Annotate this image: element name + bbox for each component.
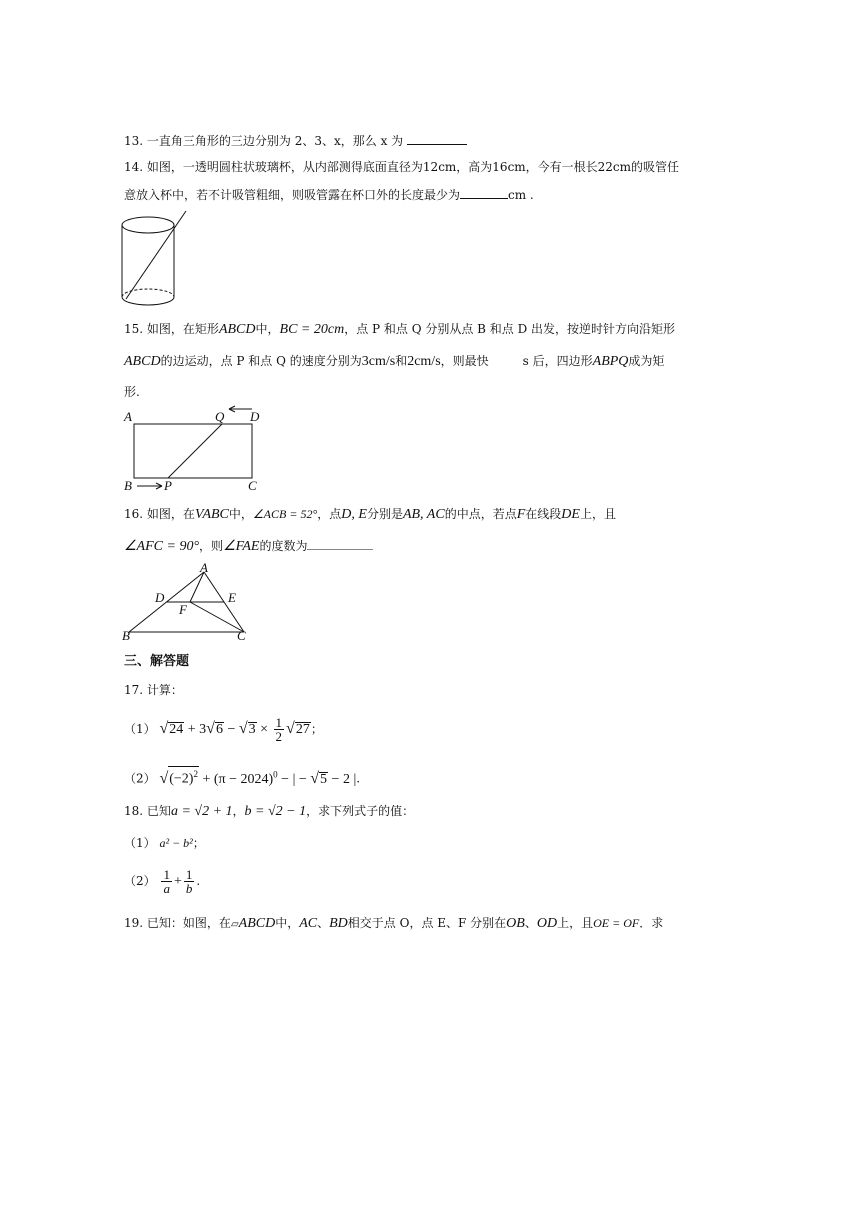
math-text: D, E [341,507,367,522]
punctuation: . [356,771,361,786]
question-text: 和 [395,354,408,368]
question-text: 的中点，若点 [444,507,517,521]
question-16-line-1 [124,506,616,523]
label-c: C [237,628,246,643]
part-label: （2） [124,771,156,786]
question-number: 14. [124,160,144,174]
question-text: 中， [255,322,280,336]
rectangle-figure [122,404,272,492]
question-text: 上，且 [557,916,594,930]
answer-blank [307,537,373,550]
section-heading: 三、解答题 [124,654,190,669]
part-label: （1） [124,836,156,850]
question-number: 15. [124,322,144,336]
math-text: BC = 20cm [279,322,345,337]
unit-text: cm . [508,188,534,202]
question-text: 中， [228,507,253,521]
question-text: ．求 [639,916,664,930]
question-15-line-1 [124,321,675,338]
question-text: 、 [524,916,537,930]
punctuation: ； [192,836,205,850]
question-text: 成为矩 [628,354,665,368]
label-q: Q [215,409,225,424]
math-text: ABCD [124,354,161,369]
question-number: 18. [124,804,144,818]
question-17 [124,682,183,698]
expression-17-2: $√(-2)^2 + (\pi - 2024)^0$ − | − √5 − 2 | [159,772,356,787]
math-text: ABPQ [592,354,629,369]
math-text: 3cm/s [361,354,396,369]
answer-blank [407,132,467,145]
question-text: 中， [275,916,300,930]
math-text: ∠ACB = 52° [252,507,318,521]
question-text: ，则 [199,539,224,553]
math-text: AB, AC [402,507,445,522]
label-d: D [250,409,260,424]
math-text: BD [329,916,348,931]
question-text: s 后，四边形 [522,354,593,368]
math-text: a² − b² [159,836,193,850]
question-text: 计算： [146,683,183,697]
question-number: 13. [124,134,144,148]
question-text: 相交于点 O，点 E、F 分别在 [347,916,507,930]
part-label: （2） [124,874,156,888]
question-text: 上，且 [579,507,616,521]
question-text: ，则最快 [440,354,489,368]
math-text: OD [536,916,558,931]
math-text: ABCD [238,916,276,931]
question-16-line-2 [124,537,373,555]
question-text: 形. [124,385,140,399]
question-text: 如图，在矩形 [146,322,219,336]
label-c: C [248,478,257,493]
label-a: A [200,560,208,575]
straw-line [126,211,186,299]
part-label: （1） [124,722,156,736]
math-text: F [516,507,526,522]
question-text: 一直角三角形的三边分别为 2、3、x，那么 x 为 [146,134,404,148]
math-text: DE [561,507,580,522]
question-number: 16. [124,507,144,521]
triangle-figure [122,562,257,644]
question-text: 分别是 [366,507,403,521]
math-text: ∠FAE [223,539,260,554]
question-text: 如图，在 [146,507,195,521]
question-text: ，求下列式子的值： [306,804,415,818]
math-text: ∠AFC = 90° [124,539,200,554]
label-b: B [124,478,132,493]
segment-pq [168,424,222,478]
math-text: ABCD [218,322,256,337]
label-d: D [155,590,165,605]
question-15-line-3 [124,384,140,400]
question-text: 意放入杯中，若不计吸管粗细，则吸管露在杯口外的长度最少为 [124,188,461,202]
math-text: b = √2 − 1 [244,804,307,819]
math-text: AC [299,916,318,931]
cylinder-figure [120,210,190,308]
math-text: OE = OF [593,916,640,930]
question-text: 在线段 [525,507,562,521]
fraction-1-over-a: $\frac{1}{a}$ [163,867,170,896]
question-17-part-2 [124,764,360,790]
label-p: P [164,478,172,493]
parallelogram-symbol: ▱ [230,919,239,930]
math-text: a = √2 + 1 [170,804,233,819]
question-text: 、 [317,916,330,930]
question-14-line-1 [124,159,679,175]
question-text: 已知：如图，在 [146,916,231,930]
question-number: 19. [124,916,144,930]
question-text: 的边运动，点 P 和点 Q 的速度分别为 [160,354,362,368]
question-14-line-2 [124,186,534,203]
question-13 [124,132,467,149]
question-text: 已知 [146,804,171,818]
question-15-line-2 [124,353,664,370]
fraction-1-over-b: $\frac{1}{b}$ [185,867,193,896]
question-text: ，点 P 和点 Q 分别从点 B 和点 D 出发，按逆时针方向沿矩形 [344,322,676,336]
question-18-part-1 [124,835,205,851]
question-17-part-1 [124,714,323,745]
punctuation: ； [310,722,323,736]
question-18 [124,803,414,820]
label-b: B [122,628,130,643]
math-text: VABC [194,507,229,522]
expression-17-1: √24 + 3√6 − √3 × $\frac{1}{2}$ √27 [159,715,310,745]
question-text: ， [232,804,245,818]
label-a: A [124,409,132,424]
question-text: ，点 [317,507,342,521]
question-19 [124,915,663,933]
punctuation: . [196,874,201,888]
answer-blank [460,186,508,199]
question-number: 17. [124,683,144,697]
math-text: OB [506,916,525,931]
label-f: F [179,602,187,617]
question-18-part-2: （2） $\frac{1}{a}$ + $\frac{1}{b}$ . [124,867,201,896]
label-e: E [228,590,236,605]
math-text: 2cm/s [407,354,441,369]
question-text: 如图，一透明圆柱状玻璃杯，从内部测得底面直径为12cm，高为16cm，今有一根长22cm的吸管任 [146,160,680,174]
question-text: 的度数为 [259,539,308,553]
